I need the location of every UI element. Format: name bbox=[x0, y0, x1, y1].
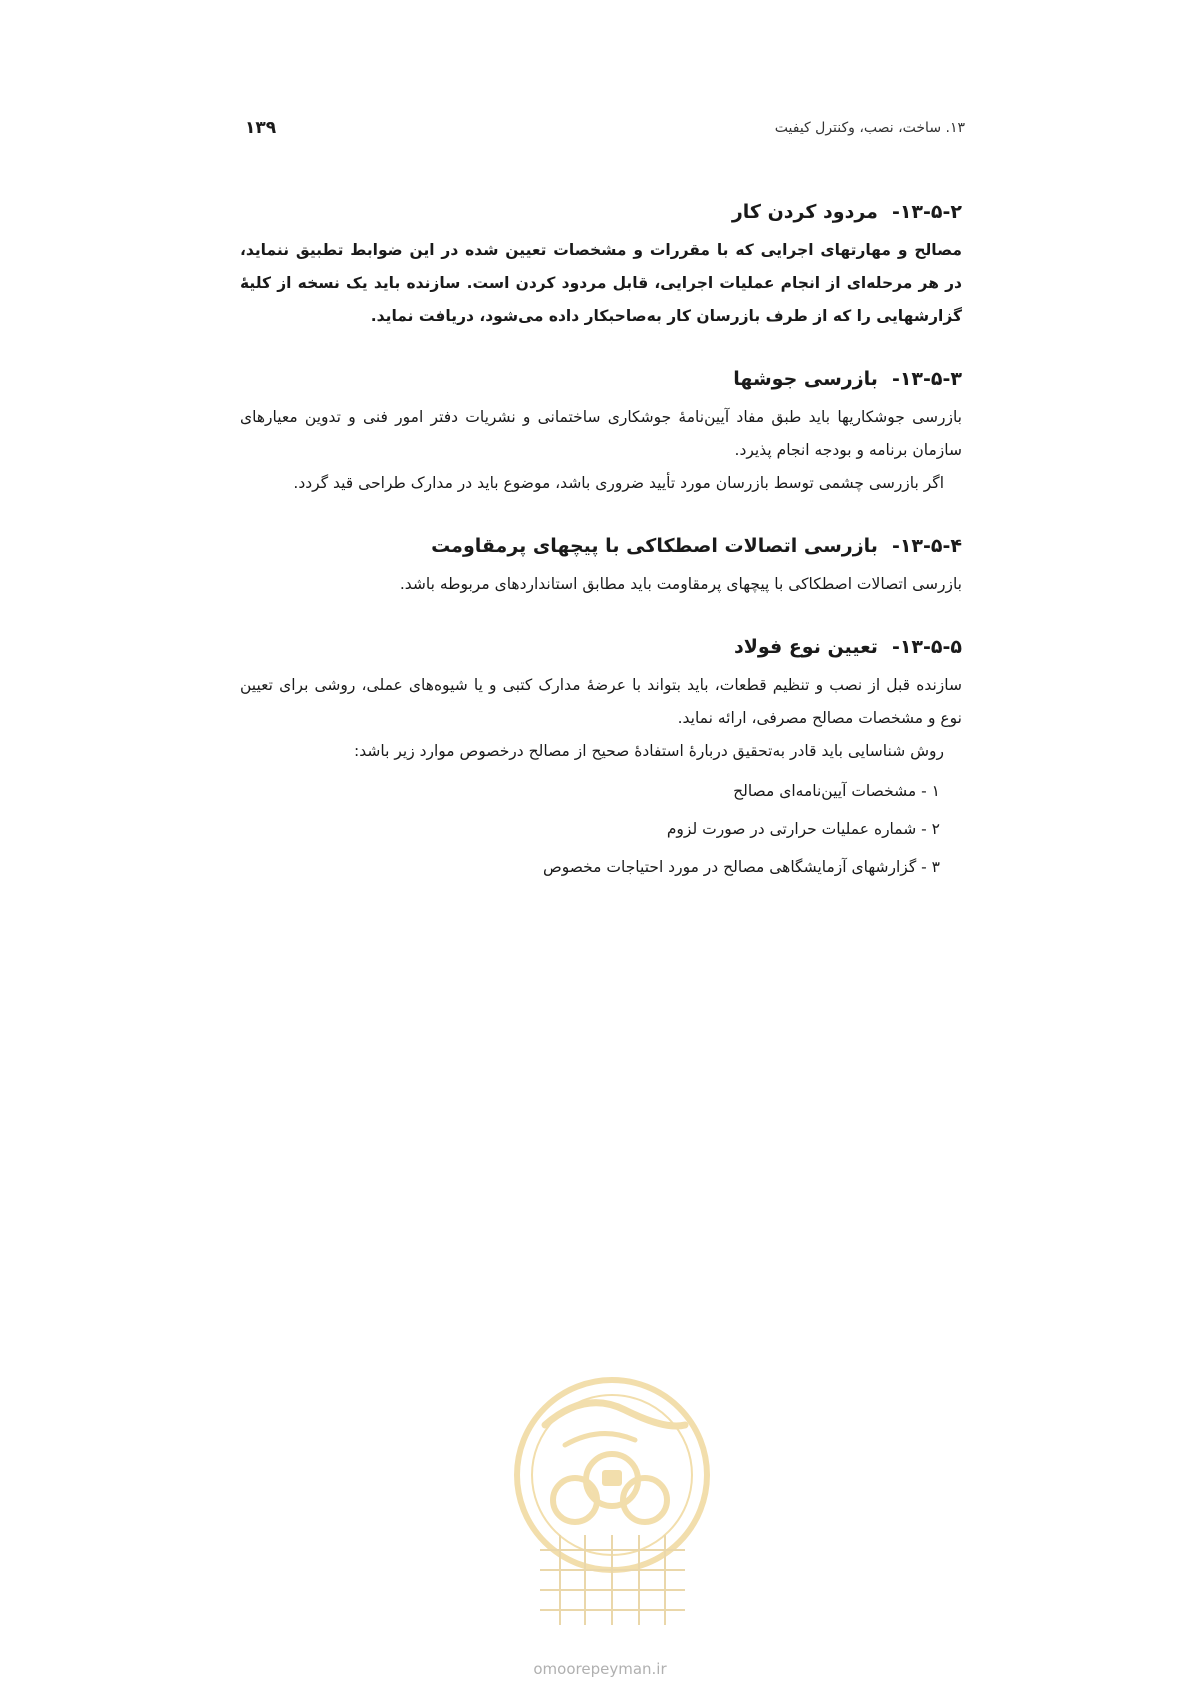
running-title: ۱۳. ساخت، نصب، وکنترل کیفیت bbox=[774, 120, 965, 136]
footer-url: omoorepeyman.ir bbox=[533, 1660, 667, 1678]
paragraph: روش شناسایی باید قادر به‌تحقیق دربارهٔ استفادهٔ صحیح از مصالح درخصوص موارد زیر باشد: bbox=[354, 742, 944, 760]
page-header bbox=[245, 118, 965, 146]
section-heading bbox=[240, 365, 962, 393]
paragraph: سازنده قبل از نصب و تنظیم قطعات، باید بتواند با عرضهٔ مدارک کتبی و یا شیوه‌های عملی، روشی برای تعیین نوع و مشخصات مصالح مصرفی، ارائه نماید. bbox=[240, 676, 962, 727]
section-weld-inspection bbox=[240, 365, 962, 500]
watermark-seal-icon bbox=[505, 1370, 720, 1640]
section-number: ۱۳-۵-۵- bbox=[891, 636, 962, 658]
section-title: مردود کردن کار bbox=[731, 201, 878, 223]
list-item: ۱ - مشخصات آیین‌نامه‌ای مصالح bbox=[733, 782, 940, 800]
watermark-logo bbox=[505, 1370, 720, 1640]
paragraph: اگر بازرسی چشمی توسط بازرسان مورد تأیید ضروری باشد، موضوع باید در مدارک طراحی قید گردد. bbox=[293, 474, 944, 492]
section-number: ۱۳-۵-۳- bbox=[891, 368, 962, 390]
section-heading bbox=[240, 532, 962, 560]
section-number: ۱۳-۵-۲- bbox=[891, 201, 962, 223]
list-item: ۲ - شماره عملیات حرارتی در صورت لزوم bbox=[666, 820, 940, 838]
section-title: بازرسی اتصالات اصطکاکی با پیچهای پرمقاومت bbox=[431, 535, 878, 557]
page-body bbox=[240, 198, 962, 918]
page-number: ۱۳۹ bbox=[245, 118, 277, 138]
section-title: بازرسی جوشها bbox=[733, 368, 878, 390]
paragraph: مصالح و مهارتهای اجرایی که با مقررات و مشخصات تعیین شده در این ضوابط تطبیق ننماید، در هر مرحله‌ای از انجام عملیات اجرایی، قابل مردود کردن است. سازنده باید یک نسخه از کلیهٔ گزارشهایی را که از طرف بازرسان کار به‌صاحبکار داده می‌شود، دریافت نماید. bbox=[240, 241, 962, 325]
section-heading bbox=[240, 198, 962, 226]
section-rejection bbox=[240, 198, 962, 333]
section-number: ۱۳-۵-۴- bbox=[891, 535, 962, 557]
paragraph: بازرسی جوشکاریها باید طبق مفاد آیین‌نامهٔ جوشکاری ساختمانی و نشریات دفتر امور فنی و تدوین معیارهای سازمان برنامه و بودجه انجام پذیرد. bbox=[240, 408, 962, 459]
section-heading bbox=[240, 633, 962, 661]
list-item: ۳ - گزارشهای آزمایشگاهی مصالح در مورد احتیاجات مخصوص bbox=[542, 858, 940, 876]
requirements-list bbox=[240, 772, 962, 886]
section-steel-type bbox=[240, 633, 962, 886]
section-title: تعیین نوع فولاد bbox=[733, 636, 878, 658]
section-friction-joints bbox=[240, 532, 962, 601]
paragraph: بازرسی اتصالات اصطکاکی با پیچهای پرمقاومت باید مطابق استانداردهای مربوطه باشد. bbox=[399, 575, 962, 593]
